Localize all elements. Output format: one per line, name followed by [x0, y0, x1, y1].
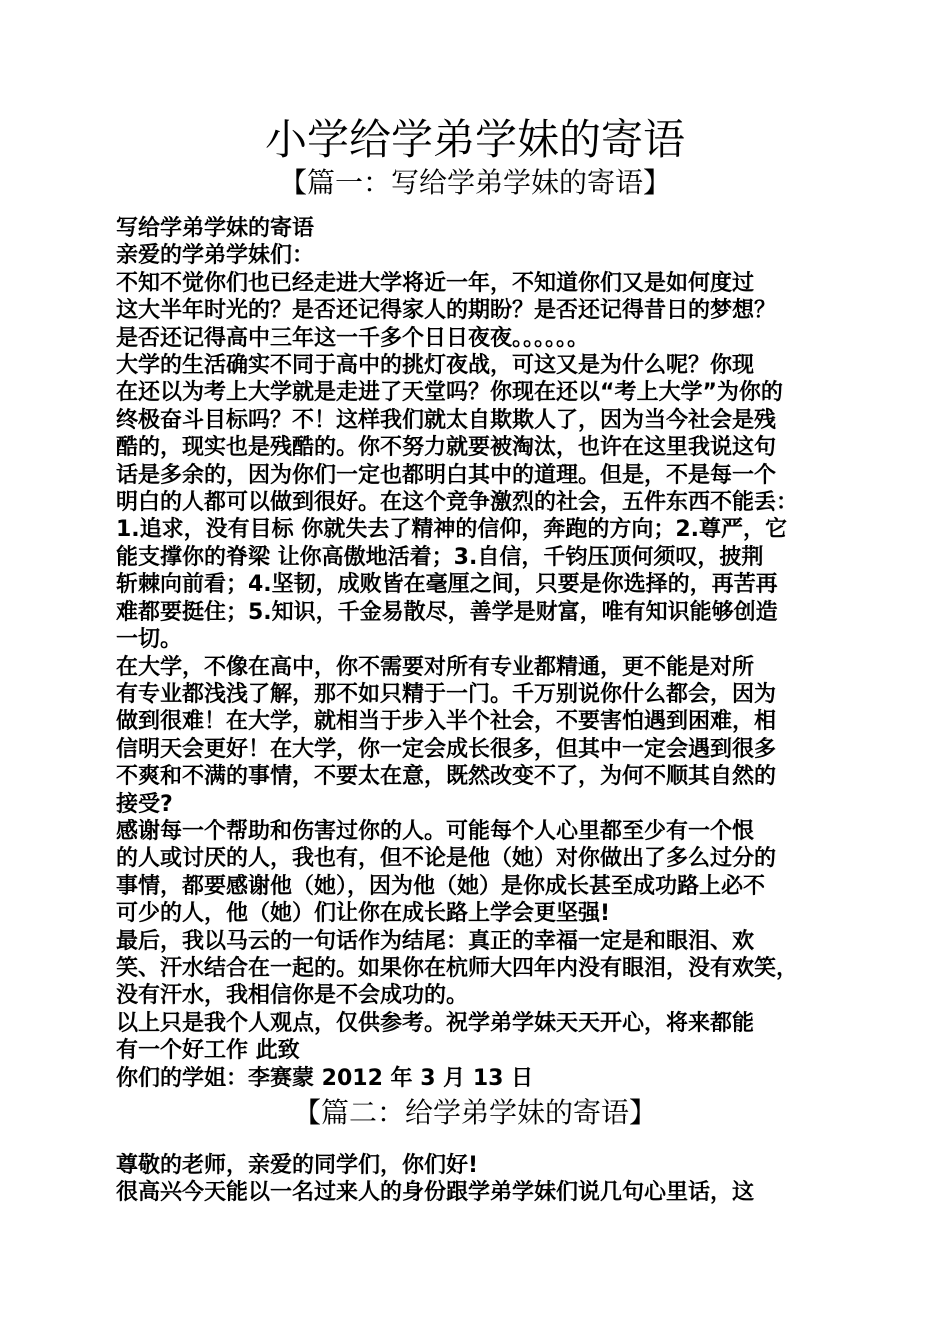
body-line: 最后，我以马云的一句话作为结尾：真正的幸福一定是和眼泪、欢	[116, 928, 755, 954]
body-line: 在还以为考上大学就是走进了天堂吗？你现在还以“考上大学”为你的	[116, 380, 783, 406]
body-line: 有专业都浅浅了解，那不如只精于一门。千万别说你什么都会，因为	[116, 681, 777, 707]
body-line: 明白的人都可以做到很好。在这个竞争激烈的社会，五件东西不能丢：	[116, 490, 799, 516]
body-line: 接受?	[116, 791, 173, 817]
body-line: 一切。	[116, 627, 183, 653]
body-line: 不爽和不满的事情，不要太在意，既然改变不了，为何不顺其自然的	[116, 764, 777, 790]
body-line: 事情，都要感谢他（她），因为他（她）是你成长甚至成功路上必不	[116, 873, 766, 899]
body-line: 是否还记得高中三年这一千多个日日夜夜。。。。。。	[116, 325, 590, 351]
body-line: 写给学弟学妹的寄语	[116, 216, 315, 241]
section1-body	[116, 215, 846, 1092]
section2-body	[116, 1152, 846, 1207]
body-line: 可少的人，他（她）们让你在成长路上学会更坚强!	[116, 901, 611, 927]
body-line: 斩棘向前看；4.坚韧，成败皆在毫厘之间，只要是你选择的，再苦再	[116, 572, 778, 598]
body-line: 尊敬的老师，亲爱的同学们，你们好!	[116, 1153, 479, 1178]
document-title: 小学给学弟学妹的寄语	[264, 115, 685, 164]
body-line: 很高兴今天能以一名过来人的身份跟学弟学妹们说几句心里话，这	[116, 1180, 755, 1206]
body-line: 能支撑你的脊梁 让你高傲地活着；3.自信，千钧压顶何须叹，披荆	[116, 544, 764, 570]
body-line: 信明天会更好！在大学，你一定会成长很多，但其中一定会遇到很多	[116, 736, 777, 762]
section2-heading: 【篇二：给学弟学妹的寄语】	[292, 1096, 657, 1129]
body-line: 难都要挺住；5.知识，千金易散尽，善学是财富，唯有知识能够创造	[116, 599, 778, 625]
body-line: 话是多余的，因为你们一定也都明白其中的道理。但是，不是每一个	[116, 462, 777, 488]
body-line: 在大学，不像在高中，你不需要对所有专业都精通，更不能是对所	[116, 654, 755, 680]
body-line: 亲爱的学弟学妹们：	[116, 243, 315, 269]
signature-line: 你们的学姐：李赛蒙 2012 年 3 月 13 日	[116, 1065, 534, 1091]
body-line: 这大半年时光的？是否还记得家人的期盼？是否还记得昔日的梦想？	[116, 298, 777, 324]
body-line: 以上只是我个人观点，仅供参考。祝学弟学妹天天开心，将来都能	[116, 1010, 755, 1036]
body-line: 做到很难！在大学，就相当于步入半个社会，不要害怕遇到困难，相	[116, 709, 777, 735]
body-line: 终极奋斗目标吗？不！这样我们就太自欺欺人了，因为当今社会是残	[116, 407, 777, 433]
body-line: 没有汗水，我相信你是不会成功的。	[116, 983, 469, 1009]
section1-heading: 【篇一：写给学弟学妹的寄语】	[278, 166, 671, 199]
body-line: 1.追求，没有目标 你就失去了精神的信仰，奔跑的方向；2.尊严，它	[116, 517, 787, 543]
body-line: 不知不觉你们也已经走进大学将近一年，不知道你们又是如何度过	[116, 270, 755, 296]
body-line: 的人或讨厌的人，我也有，但不论是他（她）对你做出了多么过分的	[116, 846, 777, 872]
body-line: 感谢每一个帮助和伤害过你的人。可能每个人心里都至少有一个恨	[116, 818, 755, 844]
body-line: 大学的生活确实不同于高中的挑灯夜战，可这又是为什么呢？你现	[116, 353, 755, 379]
body-line: 有一个好工作 此致	[116, 1038, 300, 1064]
body-line: 笑、汗水结合在一起的。如果你在杭师大四年内没有眼泪，没有欢笑，	[116, 955, 799, 981]
body-line: 酷的，现实也是残酷的。你不努力就要被淘汰，也许在这里我说这句	[116, 435, 777, 461]
